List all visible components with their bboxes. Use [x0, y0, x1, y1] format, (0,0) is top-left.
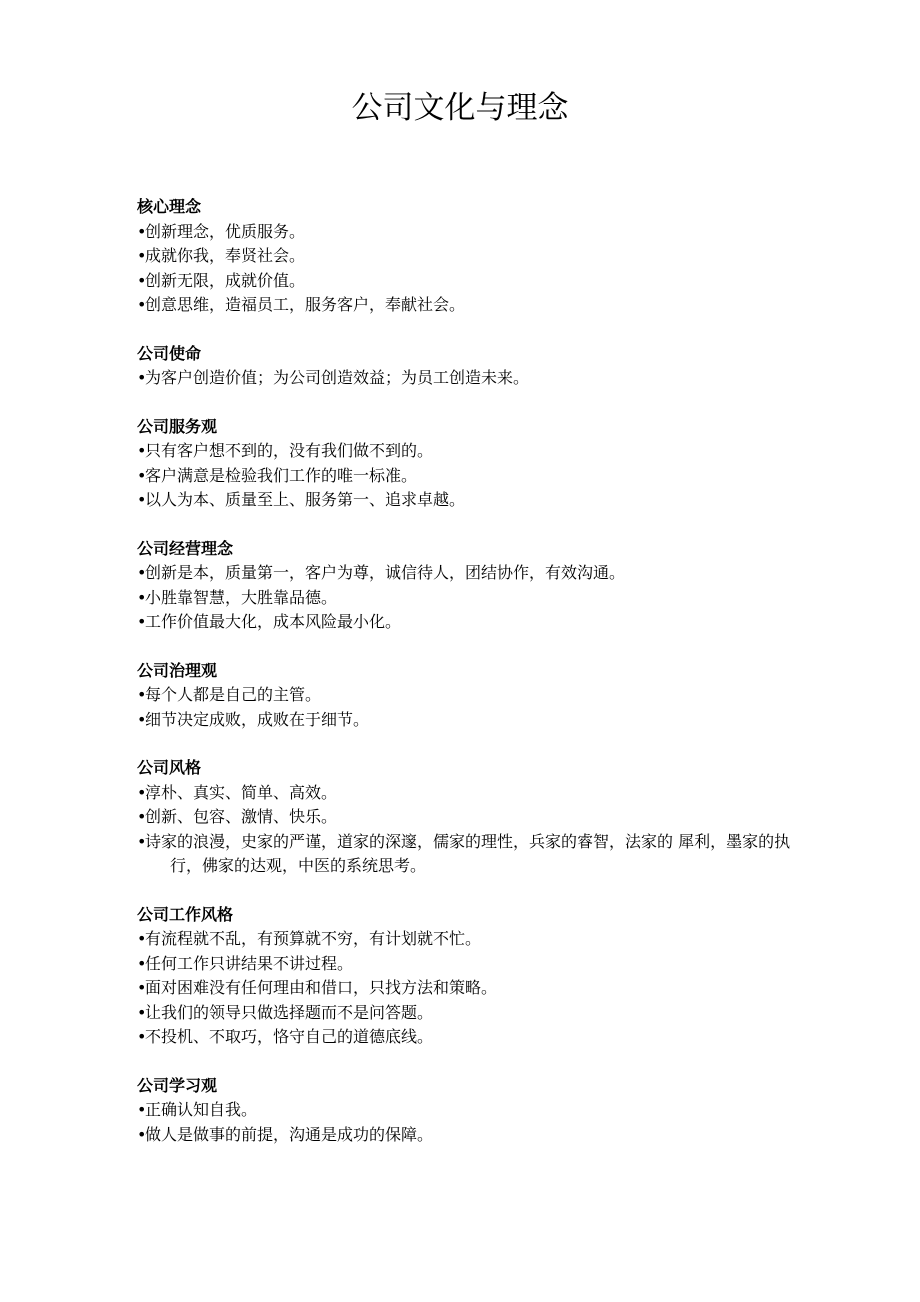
section-work-style: [137, 903, 797, 1050]
section-heading: 公司经营理念: [137, 538, 234, 558]
bullet-icon: •: [137, 563, 147, 582]
bullet-icon: •: [137, 685, 147, 704]
bullet-icon: •: [137, 831, 147, 851]
list-item: •正确认知自我。: [137, 1098, 797, 1123]
bullet-icon: •: [137, 490, 147, 509]
list-item: •小胜靠智慧，大胜靠品德。: [137, 586, 797, 611]
section-service-view: [137, 415, 797, 513]
section-heading: 公司学习观: [137, 1075, 218, 1095]
list-item: •以人为本、质量至上、服务第一、追求卓越。: [137, 488, 797, 513]
bullet-icon: •: [137, 246, 147, 265]
section-governance-view: [137, 659, 797, 733]
bullet-icon: •: [137, 1124, 147, 1144]
section-heading: 公司工作风格: [137, 904, 234, 924]
bullet-icon: •: [137, 978, 147, 997]
list-item: •不投机、不取巧，恪守自己的道德底线。: [137, 1025, 797, 1050]
bullet-icon: •: [137, 441, 147, 460]
page-title: 公司文化与理念: [351, 90, 569, 126]
bullet-icon: •: [137, 709, 147, 729]
section-heading: 核心理念: [137, 197, 202, 216]
list-item: •任何工作只讲结果不讲过程。: [137, 952, 797, 977]
section-mission: [137, 342, 797, 391]
section-learning-view: [137, 1074, 797, 1148]
section-core-philosophy: [137, 195, 797, 318]
list-item: •细节决定成败，成败在于细节。: [137, 708, 797, 733]
list-item: •成就你我，奉贤社会。: [137, 244, 797, 269]
list-item: •让我们的领导只做选择题而不是问答题。: [137, 1001, 797, 1026]
list-item: •做人是做事的前提，沟通是成功的保障。: [137, 1123, 797, 1148]
list-item: •诗家的浪漫，史家的严谨，道家的深邃，儒家的理性，兵家的睿智，法家的 犀利，墨家的执行，佛家的达观，中医的系统思考。: [137, 831, 791, 875]
list-item: •每个人都是自己的主管。: [137, 683, 797, 708]
document-body: [137, 195, 797, 1171]
bullet-icon: •: [137, 953, 147, 973]
list-item: •面对困难没有任何理由和借口，只找方法和策略。: [137, 976, 797, 1001]
bullet-icon: •: [137, 929, 147, 948]
list-item: •客户满意是检验我们工作的唯一标准。: [137, 464, 797, 489]
bullet-icon: •: [137, 465, 147, 485]
list-item: •为客户创造价值；为公司创造效益；为员工创造未来。: [137, 366, 797, 391]
section-business-philosophy: [137, 537, 797, 635]
bullet-icon: •: [137, 1027, 147, 1046]
list-item: •只有客户想不到的，没有我们做不到的。: [137, 439, 797, 464]
section-heading: 公司治理观: [137, 660, 218, 680]
list-item: •有流程就不乱，有预算就不穷，有计划就不忙。: [137, 927, 797, 952]
list-item: •创新无限，成就价值。: [137, 269, 797, 294]
bullet-icon: •: [137, 1002, 147, 1022]
list-item: •淳朴、真实、简单、高效。: [137, 781, 797, 806]
list-item: •创新、包容、激情、快乐。: [137, 805, 797, 830]
bullet-icon: •: [137, 782, 147, 802]
bullet-icon: •: [137, 368, 147, 387]
list-item: •创新理念，优质服务。: [137, 220, 797, 245]
section-heading: 公司风格: [137, 758, 202, 777]
section-heading: 公司使命: [137, 343, 202, 363]
list-item: •工作价值最大化，成本风险最小化。: [137, 610, 797, 635]
bullet-icon: •: [137, 295, 147, 314]
section-heading: 公司服务观: [137, 416, 218, 436]
list-item: •创意思维，造福员工，服务客户，奉献社会。: [137, 293, 797, 318]
section-company-style: [137, 756, 797, 879]
bullet-icon: •: [137, 807, 147, 826]
bullet-icon: •: [137, 612, 147, 631]
list-item: •创新是本，质量第一，客户为尊，诚信待人，团结协作，有效沟通。: [137, 561, 797, 586]
bullet-icon: •: [137, 221, 147, 241]
bullet-icon: •: [137, 1100, 147, 1119]
bullet-icon: •: [137, 270, 147, 290]
bullet-icon: •: [137, 587, 147, 607]
